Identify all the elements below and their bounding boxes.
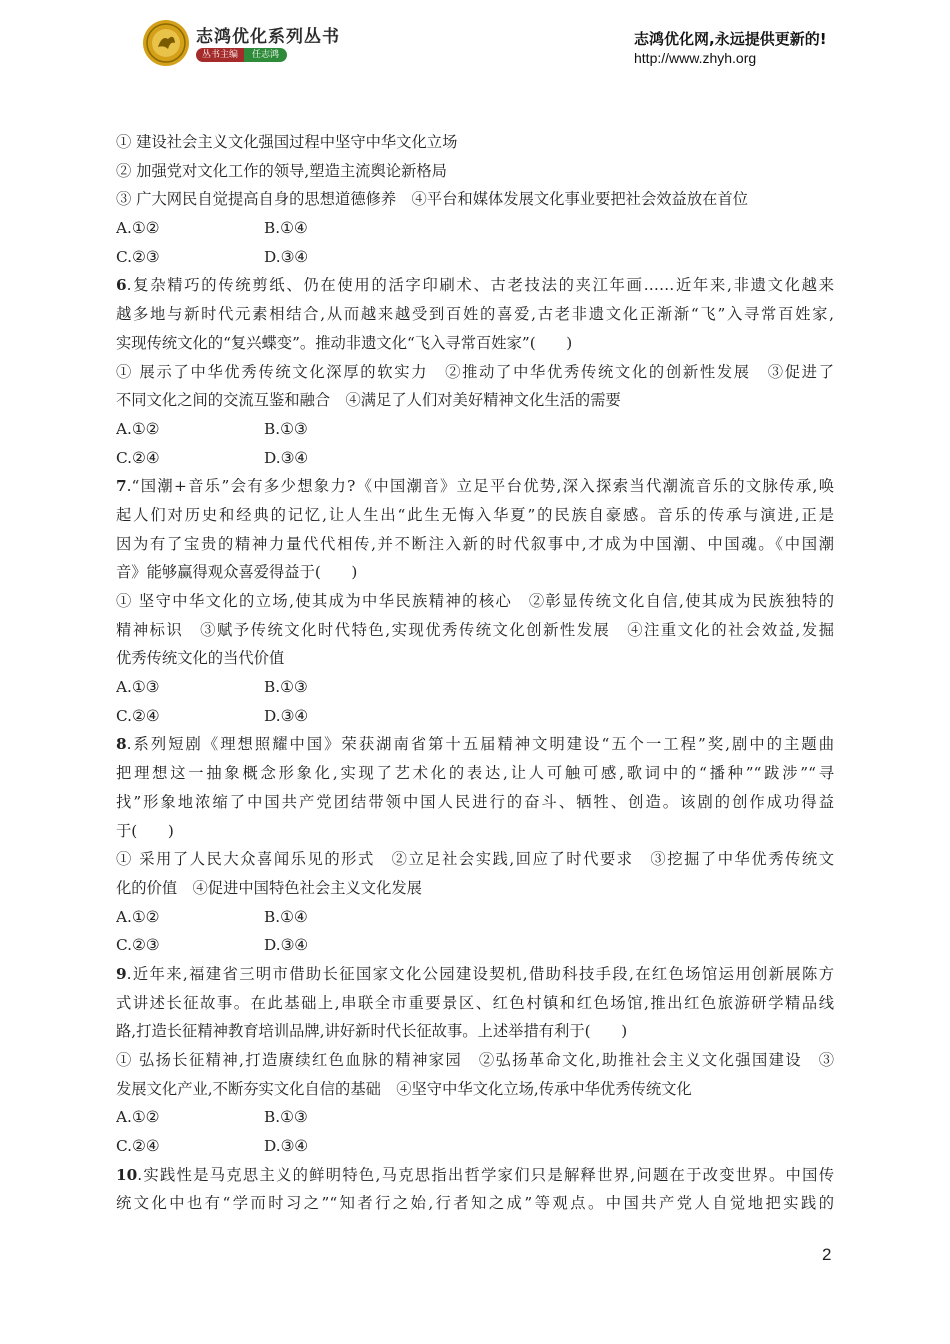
statement-line: ① 展示了中华优秀传统文化深厚的软实力 ②推动了中华优秀传统文化的创新性发展 ③促进了 <box>116 362 834 381</box>
question-stem-line <box>116 472 834 501</box>
question-stem-line <box>116 960 834 989</box>
option-d: D.③④ <box>264 1137 309 1156</box>
question-stem-line: 因为有了宝贵的精神力量代代相传,并不断注入新的时代叙事中,才成为中国潮、中国魂。《中国潮 <box>116 534 834 553</box>
question-stem-line <box>116 271 834 300</box>
question-stem-line: 路,打造长征精神教育培训品牌,讲好新时代长征故事。上述举措有利于( ) <box>116 1022 628 1041</box>
option-b: B.①③ <box>264 678 308 697</box>
question-stem-line <box>116 730 834 759</box>
stem-text: .复杂精巧的传统剪纸、仍在使用的活字印刷术、古老技法的夹江年画……近年来,非遗文化越来 <box>126 276 834 295</box>
page-header <box>0 0 950 80</box>
question-stem-line: 越多地与新时代元素相结合,从而越来越受到百姓的喜爱,古老非遗文化正渐渐“飞”入寻常百姓家, <box>116 305 834 324</box>
stem-text: .实践性是马克思主义的鲜明特色,马克思指出哲学家们只是解释世界,问题在于改变世界。中国传 <box>137 1165 834 1184</box>
question-stem-line: 统文化中也有“学而时习之”“知者行之始,行者知之成”等观点。中国共产党人自觉地把实践的 <box>116 1194 834 1213</box>
options-row <box>116 673 834 702</box>
statement-line: 化的价值 ④促进中国特色社会主义文化发展 <box>116 878 422 897</box>
statement-line: 精神标识 ③赋予传统文化时代特色,实现优秀传统文化创新性发展 ④注重文化的社会效益,发掘 <box>116 620 834 639</box>
question-number: 6 <box>116 276 127 295</box>
stem-text: .系列短剧《理想照耀中国》荣获湖南省第十五届精神文明建设“五个一工程”奖,剧中的主题曲 <box>126 735 834 754</box>
question-stem-line <box>116 1161 834 1190</box>
question-stem-line: 找”形象地浓缩了中国共产党团结带领中国人民进行的奋斗、牺牲、创造。该剧的创作成功得益 <box>116 792 834 811</box>
statement-line: ① 弘扬长征精神,打造赓续红色血脉的精神家园 ②弘扬革命文化,助推社会主义文化强国建设 ③ <box>116 1051 834 1069</box>
question-stem-line: 把理想这一抽象概念形象化,实现了艺术化的表达,让人可触可感,歌词中的“播种”“跋涉”“寻 <box>116 764 834 783</box>
option-c: C.②③ <box>116 247 160 266</box>
question-number: 8 <box>116 735 127 754</box>
seal-logo-icon <box>142 19 190 67</box>
question-number: 10 <box>116 1165 138 1184</box>
question-stem-line: 于( ) <box>116 821 174 840</box>
option-d: D.③④ <box>264 247 309 266</box>
option-b: B.①④ <box>264 907 308 926</box>
question-stem-line: 起人们对历史和经典的记忆,让人生出“此生无悔入华夏”的民族自豪感。音乐的传承与演进,正是 <box>116 505 834 524</box>
option-b: B.①④ <box>264 219 308 238</box>
options-row <box>116 903 834 932</box>
header-slogan: 志鸿优化网,永远提供更新的! <box>634 30 827 48</box>
question-stem-line: 式讲述长征故事。在此基础上,串联全市重要景区、红色村镇和红色场馆,推出红色旅游研学精品线 <box>116 993 834 1012</box>
statement-line: 优秀传统文化的当代价值 <box>116 649 285 668</box>
question-stem-line: 音》能够赢得观众喜爱得益于( ) <box>116 563 358 582</box>
option-c: C.②④ <box>116 448 160 467</box>
statement-line: ② 加强党对文化工作的领导,塑造主流舆论新格局 <box>116 161 447 180</box>
option-d: D.③④ <box>264 448 309 467</box>
option-a: A.①② <box>116 1108 160 1127</box>
options-row <box>116 214 834 243</box>
option-a: A.①③ <box>116 678 160 697</box>
editor-label: 丛书主编 <box>196 48 244 62</box>
option-a: A.①② <box>116 907 160 926</box>
statement-line: ③ 广大网民自觉提高自身的思想道德修养 ④平台和媒体发展文化事业要把社会效益放在首位 <box>116 190 749 209</box>
option-b: B.①③ <box>264 419 308 438</box>
options-row <box>116 702 834 731</box>
editor-name: 任志鸿 <box>244 48 287 62</box>
options-row <box>116 444 834 473</box>
page-number: 2 <box>822 1245 832 1264</box>
stem-text: .“国潮+音乐”会有多少想象力?《中国潮音》立足平台优势,深入探索当代潮流音乐的文脉传承,唤 <box>126 477 834 496</box>
question-content <box>116 128 834 1218</box>
question-stem-line: 实现传统文化的“复兴蝶变”。推动非遗文化“飞入寻常百姓家”( ) <box>116 333 573 352</box>
option-c: C.②③ <box>116 936 160 955</box>
question-number: 9 <box>116 964 127 983</box>
option-a: A.①② <box>116 219 160 238</box>
question-number: 7 <box>116 477 127 496</box>
stem-text: .近年来,福建省三明市借助长征国家文化公园建设契机,借助科技手段,在红色场馆运用创新展陈方 <box>126 964 834 983</box>
options-row <box>116 415 834 444</box>
option-b: B.①③ <box>264 1108 308 1127</box>
editor-badge <box>196 48 287 62</box>
options-row <box>116 1103 834 1132</box>
options-row <box>116 243 834 272</box>
option-a: A.①② <box>116 419 160 438</box>
series-title: 志鸿优化系列丛书 <box>196 27 340 47</box>
statement-line: ① 建设社会主义文化强国过程中坚守中华文化立场 <box>116 133 458 151</box>
statement-line: 不同文化之间的交流互鉴和融合 ④满足了人们对美好精神文化生活的需要 <box>116 391 621 410</box>
options-row <box>116 1132 834 1161</box>
statement-line: 发展文化产业,不断夯实文化自信的基础 ④坚守中华文化立场,传承中华优秀传统文化 <box>116 1079 692 1098</box>
option-c: C.②④ <box>116 1137 160 1156</box>
options-row <box>116 931 834 960</box>
statement-line: ① 采用了人民大众喜闻乐见的形式 ②立足社会实践,回应了时代要求 ③挖掘了中华优秀传统文 <box>116 850 834 869</box>
statement-line: ① 坚守中华文化的立场,使其成为中华民族精神的核心 ②彰显传统文化自信,使其成为民族独特的 <box>116 592 834 610</box>
option-d: D.③④ <box>264 706 309 725</box>
option-d: D.③④ <box>264 936 309 955</box>
option-c: C.②④ <box>116 706 160 725</box>
header-url[interactable]: http://www.zhyh.org <box>634 50 757 66</box>
